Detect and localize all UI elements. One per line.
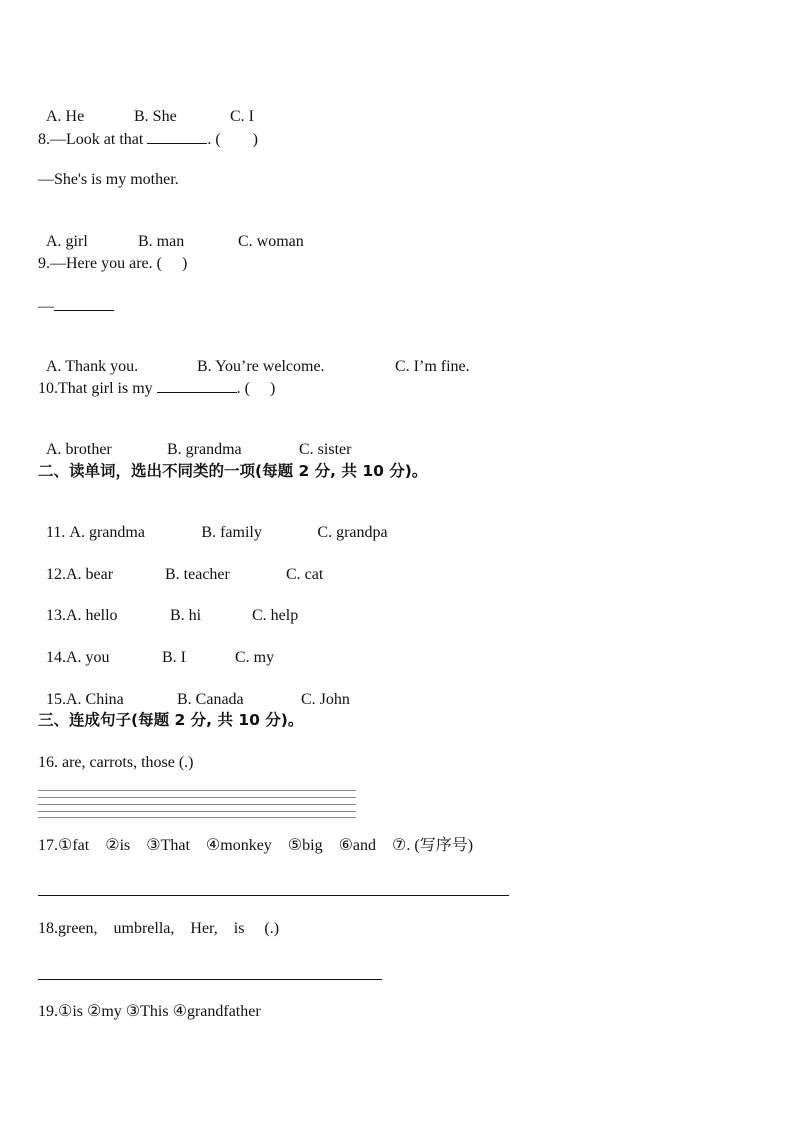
q9-option-a: A. Thank you. <box>46 358 139 375</box>
q7-options <box>38 87 254 127</box>
q11-option-c: C. grandpa <box>317 524 388 541</box>
q18-prompt: 18.green, umbrella, Her, is (.) <box>38 920 280 937</box>
q9-answer-blank[interactable] <box>54 296 114 311</box>
q11-option-b: B. family <box>201 524 262 541</box>
q14-row <box>38 628 274 668</box>
q13-option-a: A. hello <box>66 607 118 624</box>
q8-option-a: A. girl <box>46 233 88 250</box>
writing-line <box>38 811 356 812</box>
q8-options <box>38 212 304 252</box>
q8-option-c: C. woman <box>238 233 304 250</box>
q15-option-c: C. John <box>301 691 350 708</box>
q11-number: 11. <box>46 524 70 541</box>
q8-answer-blank[interactable] <box>147 129 207 144</box>
q15-option-b: B. Canada <box>177 691 244 708</box>
q9-option-c: C. I’m fine. <box>395 358 470 375</box>
q8-prompt <box>38 129 258 150</box>
q8-prompt-text: 8.—Look at that <box>38 131 148 148</box>
q8-option-b: B. man <box>138 233 185 250</box>
q9-options <box>38 337 470 377</box>
q12-number: 12. <box>46 566 66 583</box>
q10-option-b: B. grandma <box>167 441 242 458</box>
q7-option-a: A. He <box>46 108 85 125</box>
q13-option-c: C. help <box>252 607 299 624</box>
section-3-heading: 三、连成句子(每题 2 分, 共 10 分)。 <box>38 711 304 729</box>
q14-number: 14. <box>46 649 66 666</box>
q9-option-b: B. You’re welcome. <box>197 358 325 375</box>
q13-option-b: B. hi <box>170 607 202 624</box>
q10-answer-blank[interactable] <box>157 378 237 393</box>
q10-option-a: A. brother <box>46 441 112 458</box>
q17-prompt: 17.①fat ②is ③That ④monkey ⑤big ⑥and ⑦. (写序号) <box>38 837 474 854</box>
q12-option-c: C. cat <box>286 566 324 583</box>
q12-option-b: B. teacher <box>165 566 230 583</box>
q18-answer-line[interactable] <box>38 979 382 980</box>
q8-prompt-paren: . ( ) <box>207 131 258 148</box>
q10-prompt-text: 10.That girl is my <box>38 380 157 397</box>
q14-option-a: A. you <box>66 649 110 666</box>
q10-option-c: C. sister <box>299 441 352 458</box>
q15-option-a: A. China <box>66 691 124 708</box>
q14-option-c: C. my <box>235 649 275 666</box>
writing-line <box>38 804 356 805</box>
q14-option-b: B. I <box>162 649 186 666</box>
q10-prompt-paren: . ( ) <box>236 380 276 397</box>
q8-reply: —She's is my mother. <box>38 171 179 188</box>
q11-option-a: A. grandma <box>69 524 145 541</box>
q9-prompt: 9.—Here you are. ( ) <box>38 255 188 272</box>
q17-answer-line[interactable] <box>38 895 509 896</box>
writing-line <box>38 817 356 818</box>
q7-option-c: C. I <box>230 108 254 125</box>
q7-option-b: B. She <box>134 108 177 125</box>
writing-line <box>38 797 356 798</box>
q10-prompt <box>38 378 275 399</box>
q19-prompt: 19.①is ②my ③This ④grandfather <box>38 1003 261 1020</box>
q15-row <box>38 670 350 710</box>
q12-row <box>38 545 323 585</box>
q13-row <box>38 586 298 626</box>
q13-number: 13. <box>46 607 66 624</box>
q10-options <box>38 420 351 460</box>
q12-option-a: A. bear <box>66 566 114 583</box>
writing-line <box>38 790 356 791</box>
section-2-heading: 二、读单词，选出不同类的一项(每题 2 分, 共 10 分)。 <box>38 462 428 480</box>
q15-number: 15. <box>46 691 66 708</box>
q9-reply <box>38 296 114 317</box>
q9-reply-dash: — <box>38 298 54 315</box>
q16-prompt: 16. are, carrots, those (.) <box>38 754 194 771</box>
q11-row <box>38 503 388 543</box>
